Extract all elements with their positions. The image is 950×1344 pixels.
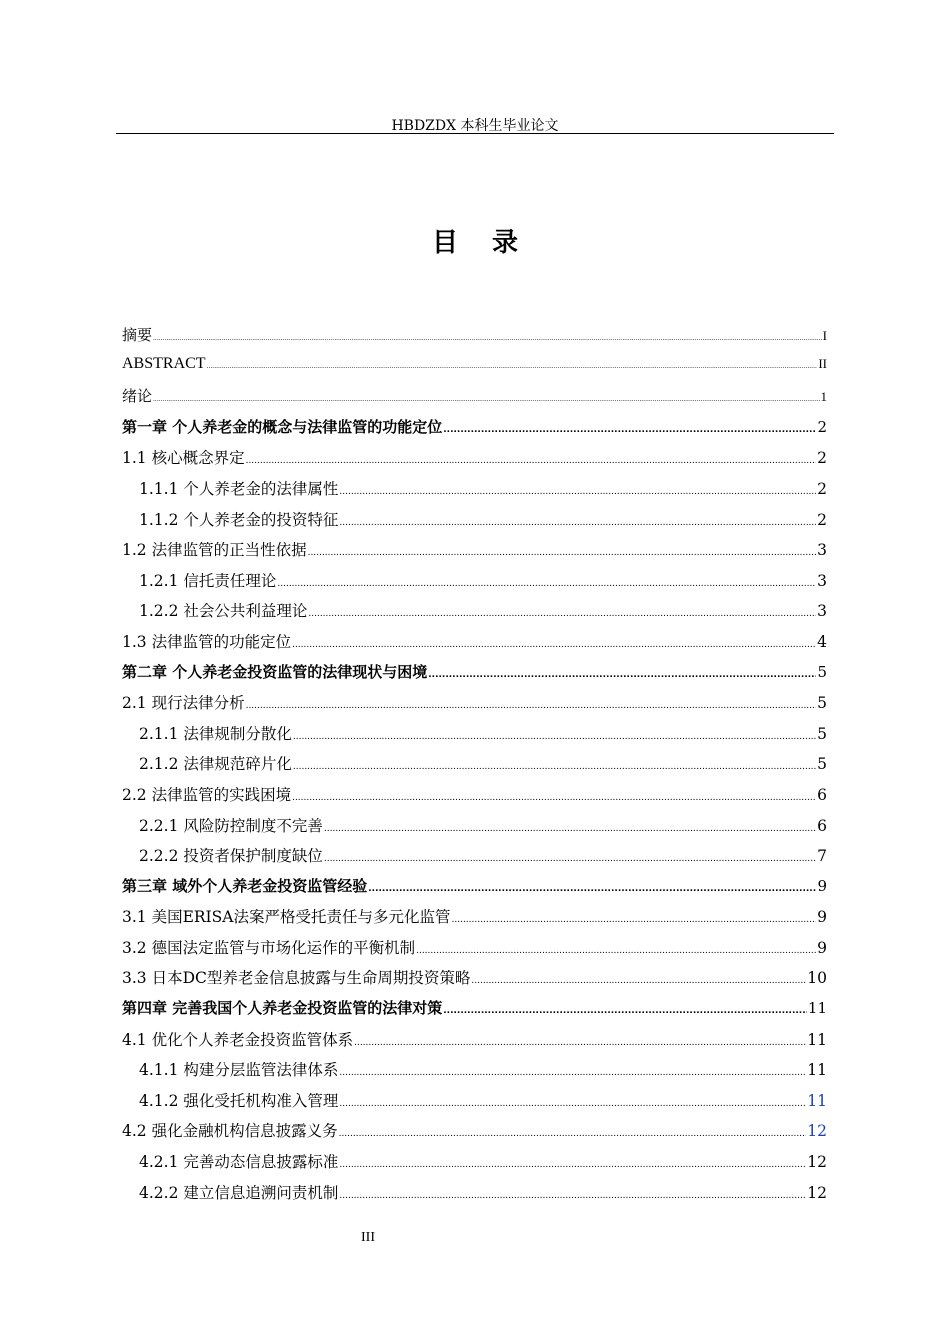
dot-leader (153, 397, 819, 403)
toc-entry[interactable] (122, 1058, 827, 1089)
dot-leader (368, 885, 816, 894)
toc-entry[interactable] (122, 508, 827, 539)
toc-entry[interactable] (122, 966, 827, 997)
toc-entry-page: 12 (807, 1153, 827, 1172)
toc-entry[interactable] (122, 630, 827, 661)
toc-entry[interactable] (122, 538, 827, 569)
header-rule (116, 133, 834, 134)
toc-entry-label: 1.1.2 个人养老金的投资特征 (139, 510, 339, 529)
toc-entry-label: 第四章 完善我国个人养老金投资监管的法律对策 (122, 999, 443, 1018)
running-header: HBDZDX 本科生毕业论文 (391, 118, 559, 134)
toc-entry-label: 4.1.2 强化受托机构准入管理 (139, 1091, 339, 1110)
toc-entry[interactable] (122, 814, 827, 845)
dot-leader (339, 488, 816, 497)
toc-entry[interactable] (122, 905, 827, 936)
dot-leader (339, 1161, 806, 1170)
dot-leader (293, 733, 816, 742)
dot-leader (443, 1007, 807, 1016)
toc-entry-page: 2 (817, 449, 827, 468)
toc-entry-page: 6 (817, 816, 827, 835)
toc-entry-label: 绪论 (122, 387, 153, 406)
toc-entry[interactable] (122, 446, 827, 477)
toc-entry[interactable] (122, 783, 827, 814)
dot-leader (324, 825, 816, 834)
toc-entry-label: 第二章 个人养老金投资监管的法律现状与困境 (122, 662, 428, 681)
toc-entry-label: 4.2.1 完善动态信息披露标准 (139, 1153, 339, 1172)
toc-entry-page: 6 (817, 785, 827, 804)
dot-leader (339, 1130, 807, 1139)
toc-entry-page: 12 (807, 1183, 827, 1202)
toc-entry[interactable] (122, 477, 827, 508)
toc-entry-page: 11 (807, 1091, 827, 1110)
toc-entry-label: 1.1 核心概念界定 (122, 449, 245, 468)
toc-entry-page: 11 (807, 1061, 827, 1080)
toc-entry-label: 1.2.2 社会公共利益理论 (139, 602, 308, 621)
dot-leader (292, 641, 816, 650)
page-title: 目录 (431, 228, 552, 258)
toc-entry-label: 2.1 现行法律分析 (122, 694, 245, 713)
toc-entry-page: 5 (817, 755, 827, 774)
toc-entry-label: 1.3 法律监管的功能定位 (122, 632, 292, 651)
toc-entry-label: 第三章 域外个人养老金投资监管经验 (122, 876, 368, 895)
toc-entry[interactable] (122, 355, 827, 386)
dot-leader (246, 702, 817, 711)
toc-entry-label: 1.2 法律监管的正当性依据 (122, 541, 307, 560)
dot-leader (277, 580, 816, 589)
toc-entry-label: 3.1 美国ERISA法案严格受托责任与多元化监管 (122, 908, 451, 927)
dot-leader (324, 855, 816, 864)
toc-entry-page: 2 (817, 510, 827, 529)
toc-entry[interactable] (122, 691, 827, 722)
toc-entry-label: 4.2 强化金融机构信息披露义务 (122, 1122, 338, 1141)
toc-entry-page: 9 (817, 908, 827, 927)
toc-entry-page: 1 (820, 389, 827, 405)
dot-leader (471, 977, 806, 986)
toc-entry-page: 5 (817, 724, 827, 743)
dot-leader (293, 763, 816, 772)
dot-leader (207, 364, 818, 370)
toc-entry-page: 7 (817, 847, 827, 866)
toc-entry-page: 9 (817, 876, 827, 895)
dot-leader (339, 1192, 806, 1201)
toc-entry-label: 3.2 德国法定监管与市场化运作的平衡机制 (122, 938, 416, 957)
dot-leader (339, 1100, 806, 1109)
toc-entry-label: 4.1 优化个人养老金投资监管体系 (122, 1030, 354, 1049)
toc-entry-page: 5 (817, 662, 827, 681)
toc-entry[interactable] (122, 324, 827, 355)
toc-entry-page: 5 (817, 694, 827, 713)
toc-entry[interactable] (122, 569, 827, 600)
dot-leader (339, 1069, 806, 1078)
toc-entry-label: 2.1.1 法律规制分散化 (139, 724, 292, 743)
toc-entry-label: 1.1.1 个人养老金的法律属性 (139, 479, 339, 498)
toc-entry[interactable] (122, 936, 827, 967)
toc-entry[interactable] (122, 1181, 827, 1212)
toc-entry-label: 2.1.2 法律规范碎片化 (139, 755, 292, 774)
dot-leader (153, 336, 822, 342)
dot-leader (308, 549, 817, 558)
toc-entry-label: 2.2.1 风险防控制度不完善 (139, 816, 323, 835)
toc-entry-page: 3 (817, 602, 827, 621)
toc-entry[interactable] (122, 1119, 827, 1150)
toc-entry[interactable] (122, 844, 827, 875)
toc-entry-label: 2.2 法律监管的实践困境 (122, 785, 292, 804)
dot-leader (292, 794, 816, 803)
toc-entry-label: 4.2.2 建立信息追溯问责机制 (139, 1183, 339, 1202)
toc-entry[interactable] (122, 1150, 827, 1181)
dot-leader (246, 457, 817, 466)
dot-leader (428, 671, 816, 680)
toc-entry-page: 2 (817, 479, 827, 498)
dot-leader (339, 519, 816, 528)
toc-entry[interactable] (122, 661, 827, 692)
toc-entry-page: II (818, 355, 827, 371)
dot-leader (416, 947, 816, 956)
toc-entry-page: 4 (817, 632, 827, 651)
toc-entry-label: 摘要 (122, 326, 153, 344)
toc-entry[interactable] (122, 416, 827, 447)
toc-entry-label: 3.3 日本DC型养老金信息披露与生命周期投资策略 (122, 969, 471, 988)
toc-entry-page: 2 (817, 417, 827, 436)
toc-entry[interactable] (122, 722, 827, 753)
toc-entry[interactable] (122, 752, 827, 783)
dot-leader (308, 610, 816, 619)
toc-entry-page: 11 (807, 1030, 827, 1049)
toc-entry[interactable] (122, 1028, 827, 1059)
toc-entry-page: 11 (807, 999, 827, 1018)
toc-entry[interactable] (122, 385, 827, 416)
toc-entry-label: 4.1.1 构建分层监管法律体系 (139, 1061, 339, 1080)
toc-entry-label: 第一章 个人养老金的概念与法律监管的功能定位 (122, 417, 443, 436)
dot-leader (354, 1039, 806, 1048)
toc-entry-page: 3 (817, 541, 827, 560)
toc-entry-page: 10 (807, 969, 827, 988)
toc-entry-page: 3 (817, 571, 827, 590)
page-number: III (361, 1230, 375, 1245)
toc-entry[interactable] (122, 997, 827, 1028)
toc-entry[interactable] (122, 1089, 827, 1120)
toc-entry-page: 9 (817, 938, 827, 957)
dot-leader (452, 916, 817, 925)
dot-leader (443, 426, 816, 435)
table-of-contents (122, 324, 827, 1211)
toc-entry-page: I (822, 328, 827, 343)
toc-entry[interactable] (122, 875, 827, 906)
toc-entry[interactable] (122, 599, 827, 630)
toc-entry-page: 12 (807, 1122, 827, 1141)
toc-entry-label: ABSTRACT (122, 354, 206, 372)
toc-entry-label: 2.2.2 投资者保护制度缺位 (139, 847, 323, 866)
toc-entry-label: 1.2.1 信托责任理论 (139, 571, 277, 590)
